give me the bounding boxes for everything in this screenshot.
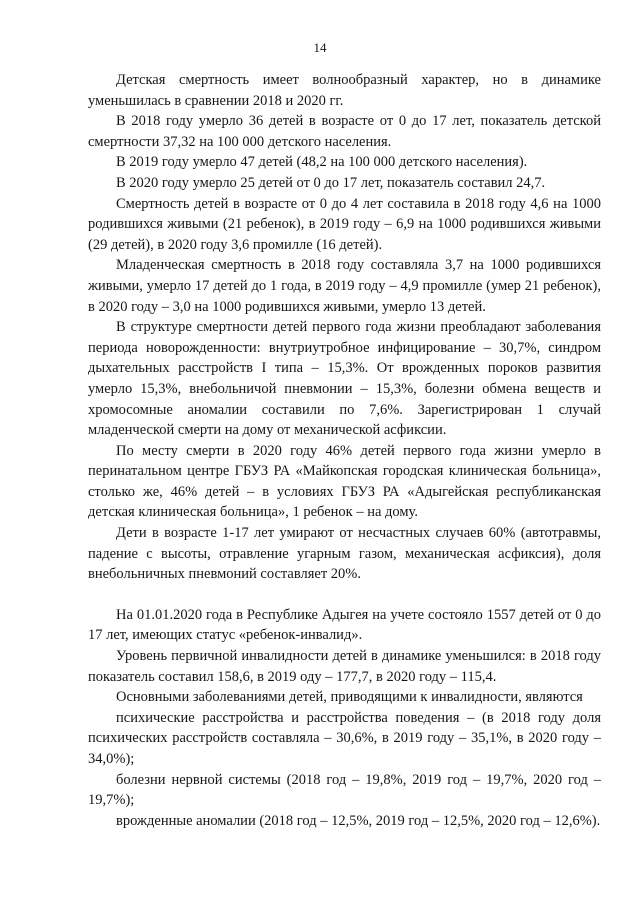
list-item-mental-disorders: психические расстройства и расстройства поведения – (в 2018 году доля психических расстройств составляла – 30,6%, в 2019 году – 35,1%, в 2020 году – 34,0%);: [88, 709, 601, 767]
paragraph-disability-causes-intro: Основными заболеваниями детей, приводящими к инвалидности, являются: [116, 689, 583, 706]
paragraph-place-of-death: По месту смерти в 2020 году 46% детей первого года жизни умерло в перинатальном центре ГБУЗ РА «Майкопская городская клиническая больница», столько же, 46% детей – в условиях ГБУЗ РА «Адыгейская республиканская детская клиническая больница», 1 ребенок – на дому.: [88, 442, 601, 521]
paragraph-disabled-children-count: На 01.01.2020 года в Республике Адыгея на учете состояло 1557 детей от 0 до 17 лет, имеющих статус «ребенок-инвалид».: [88, 606, 601, 644]
list-item-congenital-anomalies: врожденные аномалии (2018 год – 12,5%, 2019 год – 12,5%, 2020 год – 12,6%).: [116, 812, 601, 829]
list-item-nervous-system: болезни нервной системы (2018 год – 19,8%, 2019 год – 19,7%, 2020 год – 19,7%);: [88, 771, 601, 809]
paragraph-accidents: Дети в возрасте 1-17 лет умирают от несчастных случаев 60% (автотравмы, падение с высоты, отравление угарным газом, механическая асфиксия), доля внебольничных пневмоний составляет 20%.: [88, 525, 601, 583]
paragraph-infant-mortality: Младенческая смертность в 2018 году составляла 3,7 на 1000 родившихся живыми, умерло 17 детей до 1 года, в 2019 году – 4,9 промилле (умер 21 ребенок), в 2020 году – 3,0 на 1000 родившихся живыми, умерло 13 детей.: [88, 257, 601, 315]
paragraph-under-five-mortality: Смертность детей в возрасте от 0 до 4 лет составила в 2018 году 4,6 на 1000 родившихся живыми (21 ребенок), в 2019 году – 6,9 на 1000 родившихся живыми (29 детей), в 2020 году 3,6 промилле (16 детей).: [88, 195, 601, 253]
paragraph-infant-mortality-structure: В структуре смертности детей первого года жизни преобладают заболевания периода новорожденности: внутриутробное инфицирование – 30,7%, синдром дыхательных расстройств I типа – 15,3%. От врожденных пороков развития умерло 15,3%, внебольничой пневмонии – 15,3%, болезни обмена веществ и хромосомные аномалии составили по 7,6%. Зарегистрирован 1 случай младенческой смерти на дому от механической асфиксии.: [88, 319, 601, 439]
paragraph-2018-deaths: В 2018 году умерло 36 детей в возрасте от 0 до 17 лет, показатель детской смертности 37,32 на 100 000 детского населения.: [88, 113, 601, 150]
paragraph-2020-deaths: В 2020 году умерло 25 детей от 0 до 17 лет, показатель составил 24,7.: [116, 174, 546, 191]
document-body: [88, 70, 601, 831]
paragraph-child-mortality-trend: Детская смертность имеет волнообразный характер, но в динамике уменьшилась в сравнении 2018 и 2020 гг.: [88, 72, 601, 109]
paragraph-primary-disability-level: Уровень первичной инвалидности детей в динамике уменьшился: в 2018 году показатель составил 158,6, в 2019 оду – 177,7, в 2020 году – 115,4.: [88, 648, 601, 685]
page-number: 14: [313, 40, 327, 55]
paragraph-2019-deaths: В 2019 году умерло 47 детей (48,2 на 100 000 детского населения).: [116, 154, 528, 171]
